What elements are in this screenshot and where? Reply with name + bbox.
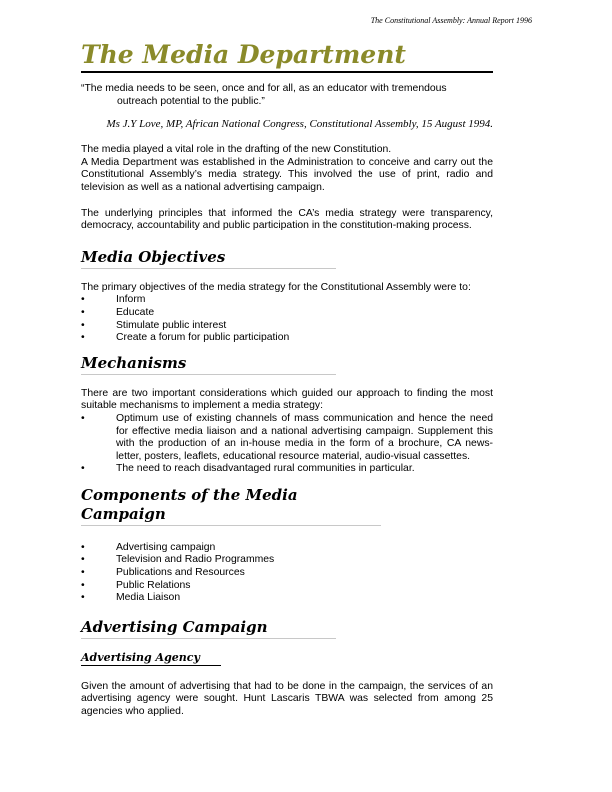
- components-list: [81, 542, 493, 605]
- list-item: • Publications and Resources: [81, 567, 245, 579]
- components-heading: Components of the Media Campaign: [81, 486, 381, 526]
- intro-paragraph-1-line-1: The media played a vital role in the drafting of the new Constitution.: [81, 144, 392, 156]
- quote-attribution: Ms J.Y Love, MP, African National Congress, Constitutional Assembly, 15 August 1994.: [106, 118, 493, 131]
- quote-line-2: outreach potential to the public.”: [117, 95, 265, 107]
- page-content: [81, 40, 493, 719]
- intro-paragraph-1: A Media Department was established in the Administration to conceive and carry out the Constitutional Assembly’s media strategy. This involved the use of print, radio and television as well as a national advertising campaign.: [81, 156, 493, 193]
- list-item: • Inform: [81, 294, 146, 306]
- media-objectives-list: [81, 294, 493, 344]
- quote-line-1: “The media needs to be seen, once and for all, as an educator with tremendous: [81, 83, 447, 94]
- list-item: • Television and Radio Programmes: [81, 554, 275, 566]
- advertising-agency-text: Given the amount of advertising that had to be done in the campaign, the services of an advertising agency were sought. Hunt Lascaris TBWA was selected from among 25 agencies who applied.: [81, 680, 493, 718]
- list-item: • Create a forum for public participation: [81, 332, 290, 344]
- list-item: • Advertising campaign: [81, 541, 216, 553]
- intro-paragraph-2: The underlying principles that informed the CA’s media strategy were transparency, democracy, accountability and public participation in the constitution-making process.: [81, 207, 493, 232]
- advertising-agency-subheading: Advertising Agency: [81, 651, 221, 666]
- media-objectives-text: The primary objectives of the media strategy for the Constitutional Assembly were to:: [81, 281, 471, 293]
- list-item: • The need to reach disadvantaged rural communities in particular.: [81, 463, 415, 475]
- page-title: The Media Department: [81, 40, 493, 73]
- advertising-campaign-heading: Advertising Campaign: [81, 618, 336, 639]
- opening-quote: [81, 83, 493, 108]
- list-item: • Public Relations: [81, 579, 191, 591]
- list-item: • Stimulate public interest: [81, 319, 227, 331]
- list-item: • Optimum use of existing channels of mass communication and hence the need for effective media liaison and a national advertising campaign. Supplement this with the production of an in-house media in the form of a brochure, CA news-letter, posters, leaflets, educational resource material, audio-visual cassettes.: [81, 412, 493, 462]
- media-objectives-heading: Media Objectives: [81, 248, 336, 269]
- mechanisms-heading: Mechanisms: [81, 354, 336, 375]
- mechanisms-text: There are two important considerations which guided our approach to finding the most suitable mechanisms to implement a media strategy:: [81, 387, 493, 412]
- list-item: • Media Liaison: [81, 592, 181, 604]
- mechanisms-list: [81, 413, 493, 476]
- running-header: The Constitutional Assembly: Annual Report 1996: [370, 16, 532, 25]
- list-item: • Educate: [81, 306, 155, 318]
